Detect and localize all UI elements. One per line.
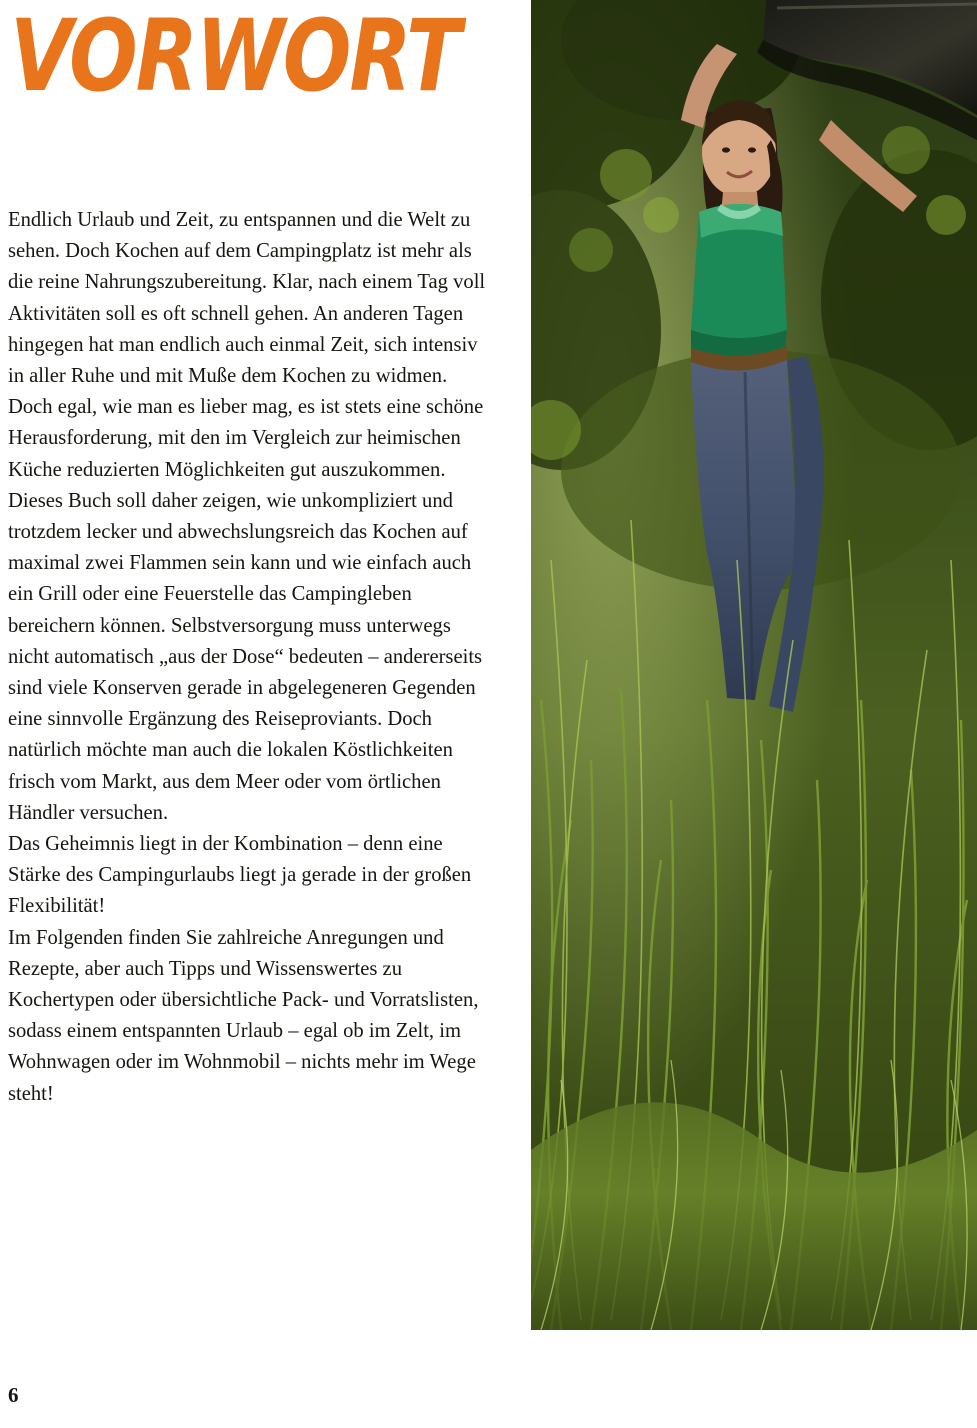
paragraph-1: Endlich Urlaub und Zeit, zu entspannen und die Welt zu sehen. Doch Kochen auf dem Campingplatz ist mehr als die reine Nahrungszubereitung. Klar, nach einem Tag voll Aktivitäten soll es oft schnell gehen. An anderen Tagen hingegen hat man endlich auch einmal Zeit, sich intensiv in aller Ruhe und mit Muße dem Kochen zu widmen. Doch egal, wie man es lieber mag, es ist stets eine schöne Herausforderung, mit den im Vergleich zur heimischen Küche reduzierten Möglichkeiten gut auszukommen. xyxy=(8,209,486,481)
paragraph-3: Das Geheimnis liegt in der Kombination – denn eine Stärke des Campingurlaubs liegt ja gerade in der großen Flexibilität! xyxy=(8,833,472,918)
camping-photo xyxy=(531,0,977,1330)
page-title: VORWORT xyxy=(10,0,460,114)
body-text-column xyxy=(8,205,495,1110)
paragraph-4: Im Folgenden finden Sie zahlreiche Anregungen und Rezepte, aber auch Tipps und Wissenswertes zu Kochertypen oder übersichtliche Pack- und Vorratslisten, sodass einem entspannten Urlaub – egal ob im Zelt, im Wohnwagen oder im Wohnmobil – nichts mehr im Wege steht! xyxy=(8,926,479,1105)
paragraph-2: Dieses Buch soll daher zeigen, wie unkompliziert und trotzdem lecker und abwechslungsreich das Kochen auf maximal zwei Flammen sein kann und wie einfach auch ein Grill oder eine Feuerstelle das Campingleben bereichern können. Selbstversorgung muss unterwegs nicht automatisch „aus der Dose“ bedeuten – andererseits sind viele Konserven gerade in abgelegeneren Gegenden eine sinnvolle Ergänzung des Reiseproviants. Doch natürlich möchte man auch die lokalen Köstlichkeiten frisch vom Markt, aus dem Meer oder vom örtlichen Händler versuchen. xyxy=(8,489,483,824)
page-number: 6 xyxy=(8,1383,19,1407)
